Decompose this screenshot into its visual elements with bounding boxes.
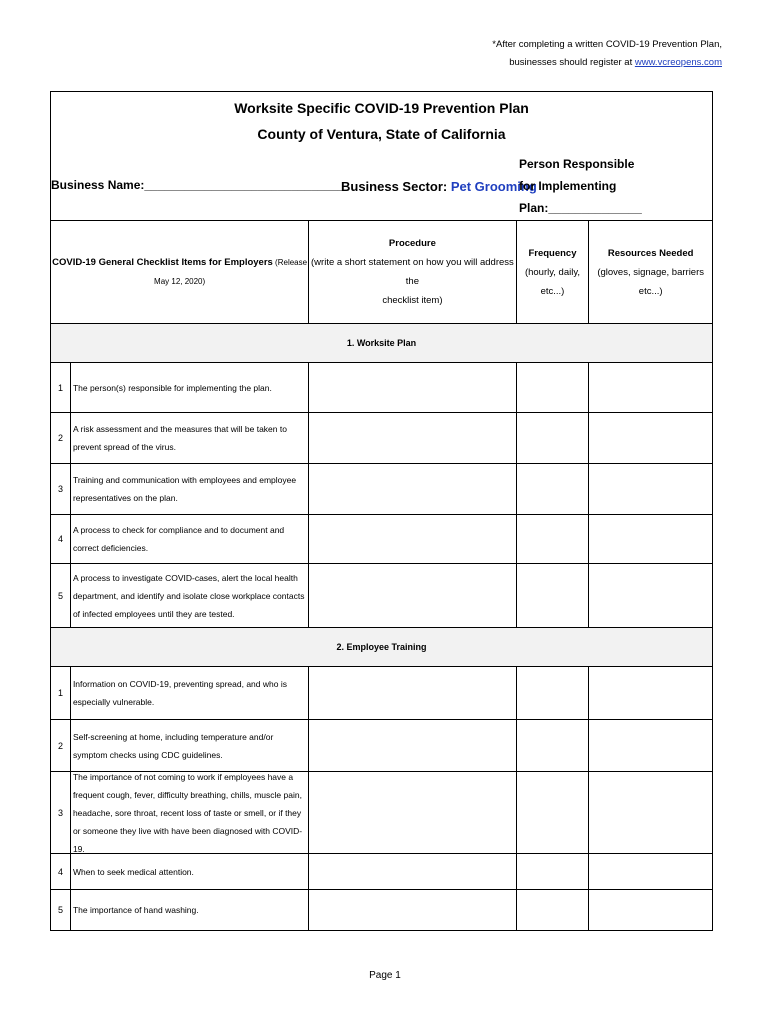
section-header: 1. Worksite Plan: [51, 324, 712, 363]
checklist-item-text: When to seek medical attention.: [71, 854, 309, 889]
business-name-field[interactable]: [51, 178, 345, 192]
row-number: 3: [51, 464, 71, 514]
table-row: [51, 515, 712, 564]
checklist-item-text: Training and communication with employees and employee representatives on the plan.: [71, 464, 309, 514]
frequency-cell[interactable]: [517, 464, 590, 514]
business-sector-label: Business Sector:: [341, 179, 451, 194]
resources-cell[interactable]: [589, 515, 712, 563]
section-header: 2. Employee Training: [51, 628, 712, 667]
procedure-header-line-2: checklist item): [382, 295, 443, 306]
resources-cell[interactable]: [589, 464, 712, 514]
person-responsible-blank: ______________: [548, 201, 642, 215]
checklist-item-text: A risk assessment and the measures that will be taken to prevent spread of the virus.: [71, 413, 309, 463]
business-name-label: Business Name:: [51, 178, 145, 192]
resources-header-title: Resources Needed: [607, 247, 694, 259]
row-number: 2: [51, 720, 71, 771]
frequency-cell[interactable]: [517, 667, 590, 719]
resources-column-header: [589, 221, 712, 323]
frequency-cell[interactable]: [517, 772, 590, 853]
resources-cell[interactable]: [589, 720, 712, 771]
row-number: 4: [51, 854, 71, 889]
procedure-column-header: [309, 221, 516, 323]
table-row: [51, 464, 712, 515]
procedure-cell[interactable]: [309, 890, 516, 930]
note-line-2-prefix: businesses should register at: [509, 57, 635, 68]
procedure-cell[interactable]: [309, 667, 516, 719]
note-line-2: [382, 54, 722, 72]
row-number: 4: [51, 515, 71, 563]
frequency-cell[interactable]: [517, 564, 590, 627]
resources-header-line-1: (gloves, signage, barriers etc...): [597, 266, 705, 297]
table-row: [51, 890, 712, 930]
prevention-plan-form: [50, 91, 713, 931]
registration-note: [382, 36, 722, 72]
frequency-cell[interactable]: [517, 890, 590, 930]
implementing-plan-label: for Implementing Plan:: [519, 179, 617, 215]
business-name-blank: ______________________________: [144, 178, 345, 192]
page-number: Page 1: [369, 970, 401, 981]
checklist-item-text: A process to investigate COVID-cases, alert the local health department, and identify and isolate close workplace contacts of infected employees until they are tested.: [71, 564, 309, 627]
frequency-cell[interactable]: [517, 413, 590, 463]
procedure-header-title: Procedure: [388, 238, 436, 249]
resources-cell[interactable]: [589, 413, 712, 463]
checklist-item-text: Self-screening at home, including temperature and/or symptom checks using CDC guidelines.: [71, 720, 309, 771]
resources-cell[interactable]: [589, 772, 712, 853]
form-header: [51, 92, 712, 221]
procedure-cell[interactable]: [309, 720, 516, 771]
table-row: [51, 667, 712, 720]
procedure-cell[interactable]: [309, 772, 516, 853]
person-responsible-field[interactable]: [519, 153, 712, 219]
checklist-release: (Release May 12, 2020): [154, 258, 308, 286]
row-number: 3: [51, 772, 71, 853]
registration-link[interactable]: www.vcreopens.com: [634, 57, 722, 68]
person-responsible-line-2: [519, 175, 712, 219]
person-responsible-label: Person Responsible: [519, 157, 635, 171]
checklist-header-title: COVID-19 General Checklist Items for Employers: [52, 257, 273, 268]
table-row: [51, 854, 712, 890]
resources-cell[interactable]: [589, 667, 712, 719]
checklist-header-text: [51, 253, 308, 291]
frequency-column-header: [517, 221, 590, 323]
frequency-cell[interactable]: [517, 515, 590, 563]
row-number: 5: [51, 564, 71, 627]
frequency-header-title: Frequency: [528, 247, 577, 259]
frequency-cell[interactable]: [517, 363, 590, 412]
resources-cell[interactable]: [589, 564, 712, 627]
frequency-cell[interactable]: [517, 720, 590, 771]
procedure-cell[interactable]: [309, 515, 516, 563]
checklist-column-header: [51, 221, 309, 323]
checklist-item-text: The person(s) responsible for implementing the plan.: [71, 363, 309, 412]
procedure-cell[interactable]: [309, 464, 516, 514]
row-number: 1: [51, 667, 71, 719]
procedure-cell[interactable]: [309, 413, 516, 463]
form-subtitle: County of Ventura, State of California: [257, 126, 506, 142]
checklist-item-text: A process to check for compliance and to document and correct deficiencies.: [71, 515, 309, 563]
procedure-cell[interactable]: [309, 363, 516, 412]
row-number: 1: [51, 363, 71, 412]
table-row: [51, 772, 712, 854]
frequency-header-line-2: etc...): [540, 285, 565, 297]
business-sector-value: Pet Grooming: [450, 179, 537, 194]
column-headers: [51, 221, 712, 324]
frequency-header-line-1: (hourly, daily,: [524, 266, 581, 278]
frequency-cell[interactable]: [517, 854, 590, 889]
procedure-header-line-1: (write a short statement on how you will address the: [311, 257, 514, 287]
form-title: Worksite Specific COVID-19 Prevention Plan: [234, 100, 529, 116]
note-line-1: *After completing a written COVID-19 Prevention Plan,: [492, 39, 722, 50]
resources-cell[interactable]: [589, 854, 712, 889]
procedure-cell[interactable]: [309, 854, 516, 889]
table-row: [51, 413, 712, 464]
business-sector: [341, 179, 537, 194]
resources-cell[interactable]: [589, 363, 712, 412]
table-row: [51, 363, 712, 413]
row-number: 5: [51, 890, 71, 930]
table-row: [51, 564, 712, 628]
procedure-cell[interactable]: [309, 564, 516, 627]
resources-cell[interactable]: [589, 890, 712, 930]
checklist-item-text: The importance of hand washing.: [71, 890, 309, 930]
row-number: 2: [51, 413, 71, 463]
checklist-item-text: The importance of not coming to work if employees have a frequent cough, fever, difficulty breathing, chills, muscle pain, headache, sore throat, recent loss of taste or smell, or if they or someone they live with have been diagnosed with COVID-19.: [71, 772, 309, 853]
checklist-item-text: Information on COVID-19, preventing spread, and who is especially vulnerable.: [71, 667, 309, 719]
table-row: [51, 720, 712, 772]
